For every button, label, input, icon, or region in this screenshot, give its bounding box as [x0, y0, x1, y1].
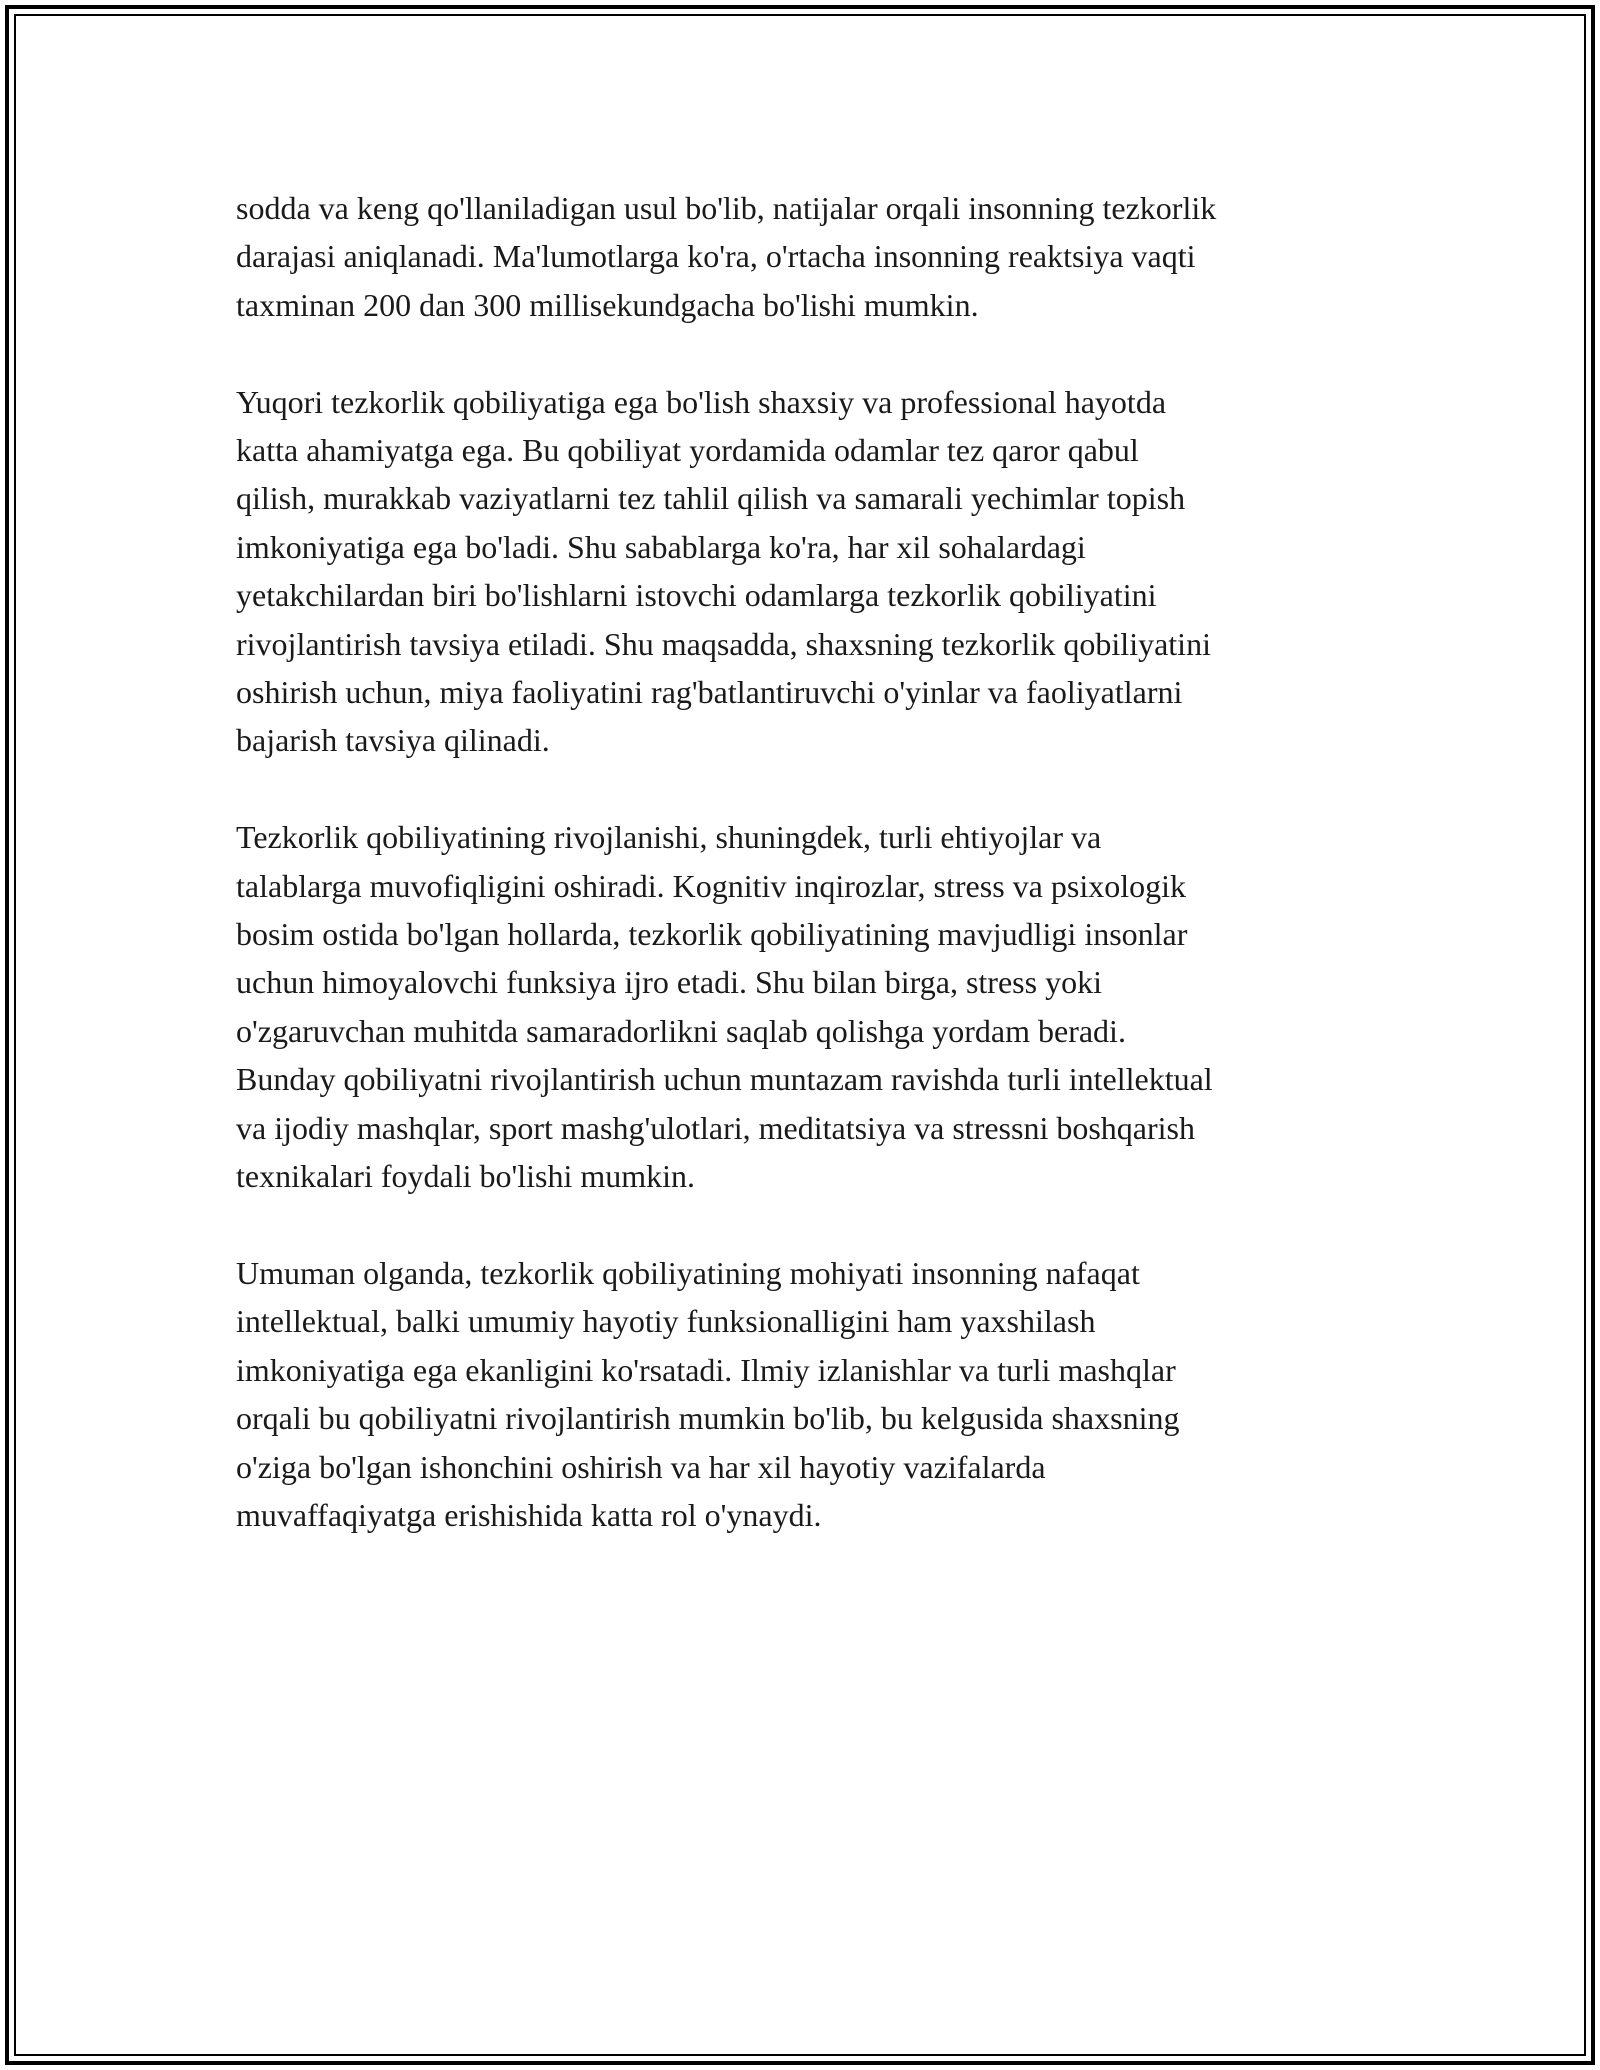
text-line: qilish, murakkab vaziyatlarni tez tahlil qilish va samarali yechimlar topish — [236, 480, 1186, 517]
text-line: va ijodiy mashqlar, sport mashg'ulotlari, meditatsiya va stressni boshqarish — [236, 1109, 1195, 1146]
text-line: orqali bu qobiliyatni rivojlantirish mumkin bo'lib, bu kelgusida shaxsning — [236, 1400, 1180, 1437]
text-line: oshirish uchun, miya faoliyatini rag'batlantiruvchi o'yinlar va faoliyatlarni — [236, 674, 1183, 711]
text-line: imkoniyatiga ega bo'ladi. Shu sabablarga ko'ra, har xil sohalardagi — [236, 528, 1086, 565]
text-line: darajasi aniqlanadi. Ma'lumotlarga ko'ra, o'rtacha insonning reaktsiya vaqti — [236, 238, 1196, 275]
text-line: katta ahamiyatga ega. Bu qobiliyat yordamida odamlar tez qaror qabul — [236, 432, 1139, 469]
text-line: uchun himoyalovchi funksiya ijro etadi. Shu bilan birga, stress yoki — [236, 964, 1102, 1001]
paragraph-1 — [236, 184, 1386, 329]
text-line: taxminan 200 dan 300 millisekundgacha bo'lishi mumkin. — [236, 286, 979, 323]
text-line: talablarga muvofiqligini oshiradi. Kognitiv inqirozlar, stress va psixologik — [236, 867, 1186, 904]
text-line: rivojlantirish tavsiya etiladi. Shu maqsadda, shaxsning tezkorlik qobiliyatini — [236, 625, 1211, 662]
text-line: texnikalari foydali bo'lishi mumkin. — [236, 1158, 696, 1195]
text-line: Bunday qobiliyatni rivojlantirish uchun muntazam ravishda turli intellektual — [236, 1061, 1213, 1098]
text-line: Tezkorlik qobiliyatining rivojlanishi, shuningdek, turli ehtiyojlar va — [236, 819, 1102, 856]
text-line: o'zgaruvchan muhitda samaradorlikni saqlab qolishga yordam beradi. — [236, 1012, 1126, 1049]
paragraph-3 — [236, 813, 1386, 1200]
text-line: intellektual, balki umumiy hayotiy funksionalligini ham yaxshilash — [236, 1303, 1096, 1340]
text-line: Yuqori tezkorlik qobiliyatiga ega bo'lish shaxsiy va professional hayotda — [236, 383, 1167, 420]
text-line: imkoniyatiga ega ekanligini ko'rsatadi. Ilmiy izlanishlar va turli mashqlar — [236, 1351, 1176, 1388]
text-line: muvaffaqiyatga erishishida katta rol o'ynaydi. — [236, 1496, 822, 1533]
paragraph-2 — [236, 378, 1386, 765]
text-line: Umuman olganda, tezkorlik qobiliyatining mohiyati insonning nafaqat — [236, 1254, 1140, 1291]
text-line: bosim ostida bo'lgan hollarda, tezkorlik qobiliyatining mavjudligi insonlar — [236, 916, 1188, 953]
paragraph-4 — [236, 1249, 1386, 1539]
text-line: sodda va keng qo'llaniladigan usul bo'lib, natijalar orqali insonning tezkorlik — [236, 190, 1217, 226]
text-line: bajarish tavsiya qilinadi. — [236, 722, 550, 759]
document-body — [236, 184, 1386, 1588]
text-line: yetakchilardan biri bo'lishlarni istovchi odamlarga tezkorlik qobiliyatini — [236, 577, 1157, 614]
text-line: o'ziga bo'lgan ishonchini oshirish va har xil hayotiy vazifalarda — [236, 1448, 1046, 1485]
